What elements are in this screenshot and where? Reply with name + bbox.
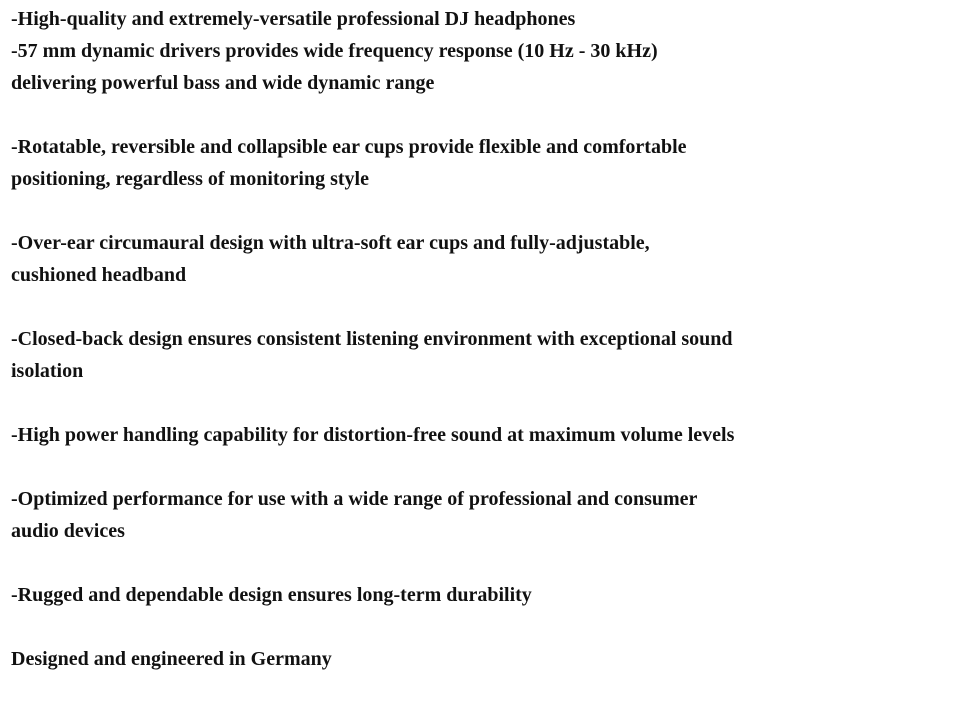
- feature-line: isolation: [11, 360, 84, 382]
- feature-line: delivering powerful bass and wide dynamic range: [11, 72, 435, 94]
- feature-line: -High power handling capability for distortion-free sound at maximum volume levels: [11, 424, 735, 446]
- feature-line: -57 mm dynamic drivers provides wide frequency response (10 Hz - 30 kHz): [11, 40, 658, 62]
- feature-line: -Rotatable, reversible and collapsible ear cups provide flexible and comfortable: [11, 136, 687, 158]
- feature-line: positioning, regardless of monitoring style: [11, 168, 369, 190]
- feature-line: -Rugged and dependable design ensures long-term durability: [11, 584, 532, 606]
- feature-line: -Optimized performance for use with a wide range of professional and consumer: [11, 488, 698, 510]
- origin-line: Designed and engineered in Germany: [11, 648, 332, 670]
- feature-line: -Over-ear circumaural design with ultra-soft ear cups and fully-adjustable,: [11, 232, 650, 254]
- feature-line: -Closed-back design ensures consistent listening environment with exceptional sound: [11, 328, 733, 350]
- feature-line: -High-quality and extremely-versatile professional DJ headphones: [11, 8, 576, 30]
- feature-line: cushioned headband: [11, 264, 187, 286]
- feature-line: audio devices: [11, 520, 125, 542]
